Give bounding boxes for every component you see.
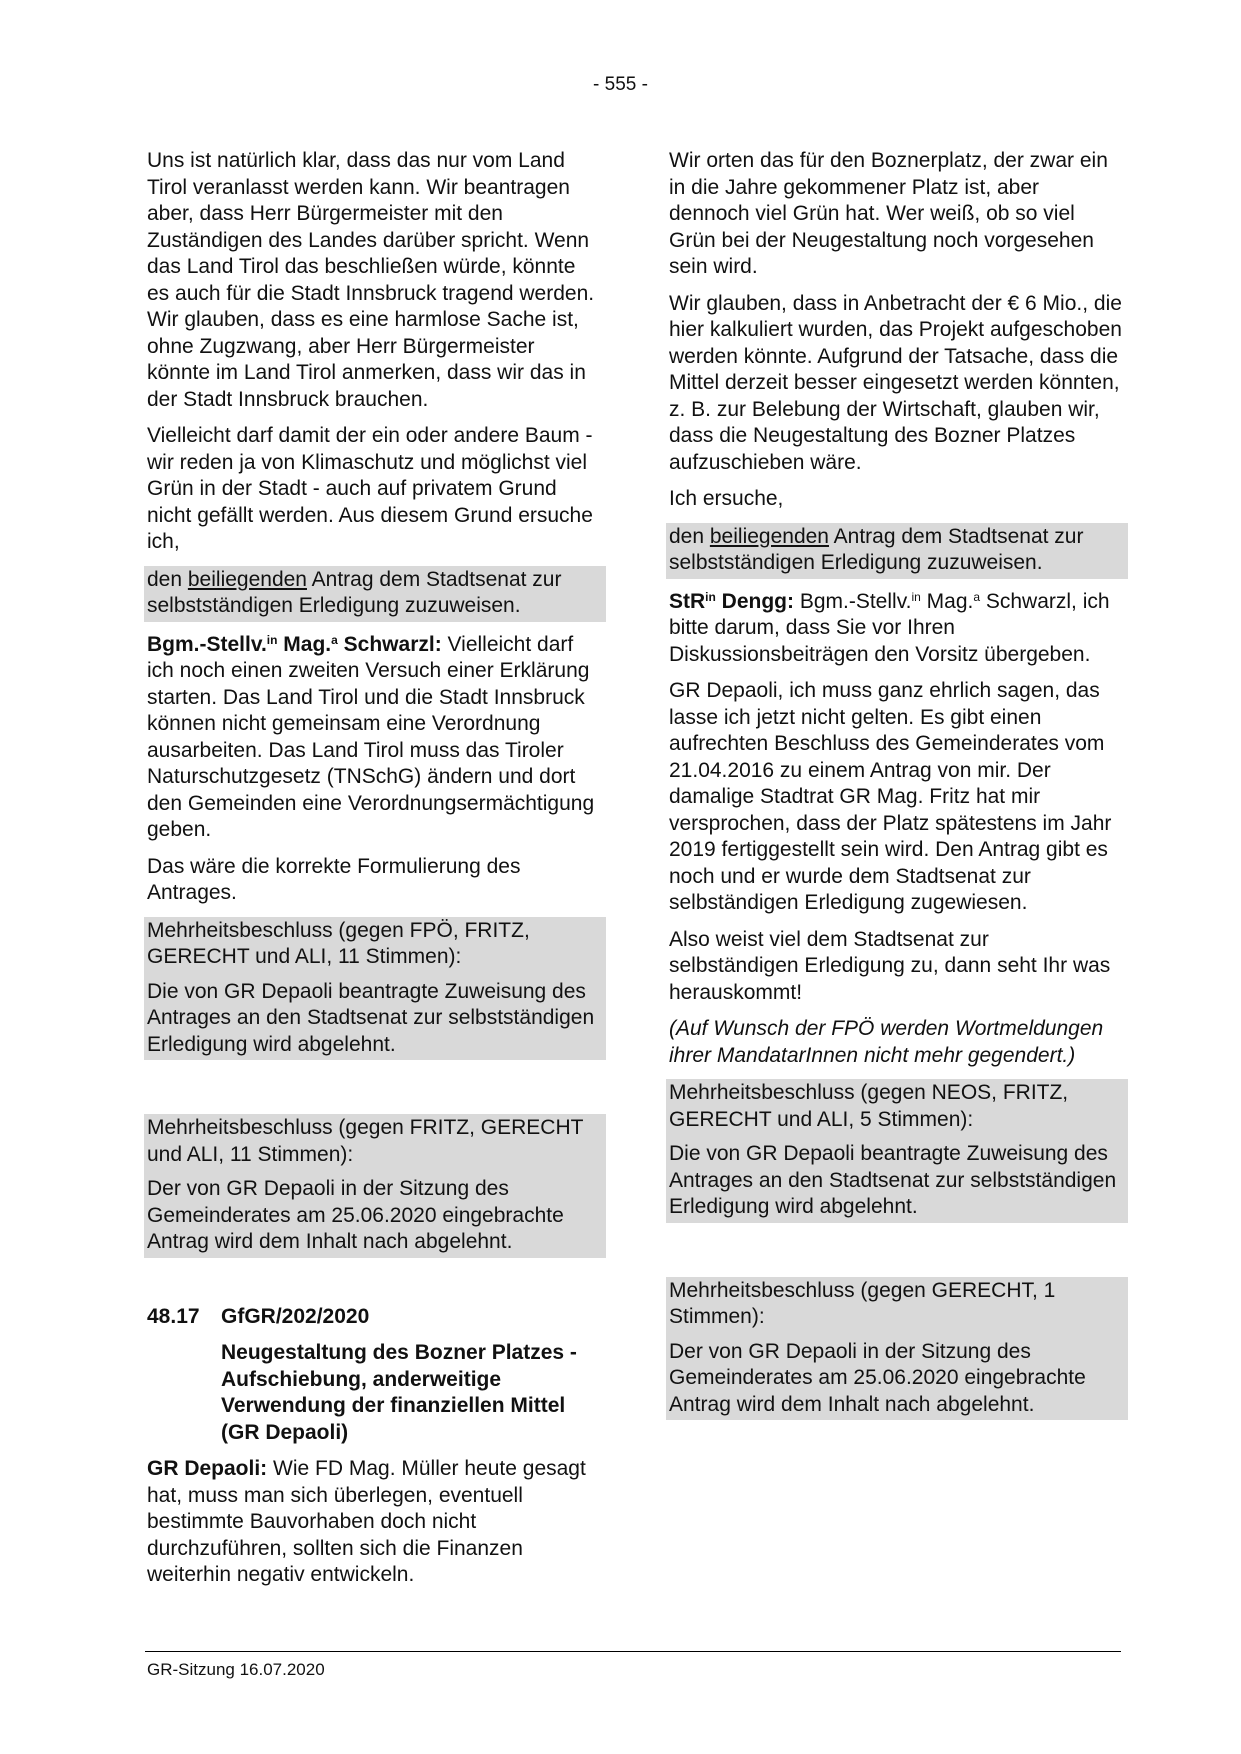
resolution-box: [144, 917, 606, 1061]
resolution-title: Mehrheitsbeschluss (gegen GERECHT, 1 Stimmen):: [669, 1278, 1056, 1328]
paragraph: Wir orten das für den Boznerplatz, der zwar ein in die Jahre gekommener Platz ist, aber dennoch viel Grün hat. Wer weiß, ob so viel Grün bei der Neugestaltung noch vorgesehen sein wird.: [669, 149, 1108, 278]
resolution-text: Die von GR Depaoli beantragte Zuweisung des Antrages an den Stadtsenat zur selbstständigen Erledigung wird abgelehnt.: [147, 979, 595, 1056]
resolution-title: Mehrheitsbeschluss (gegen NEOS, FRITZ, GERECHT und ALI, 5 Stimmen):: [669, 1081, 1069, 1131]
request-text: den beiliegenden Antrag dem Stadtsenat zur selbstständigen Erledigung zuzuweisen.: [147, 567, 562, 617]
resolution-title: Mehrheitsbeschluss (gegen FPÖ, FRITZ, GERECHT und ALI, 11 Stimmen):: [147, 918, 530, 968]
speaker-paragraph: Bgm.-Stellv.$^{in}$ Mag.$^a$ Schwarzl: Vielleicht darf ich noch einen zweiten Versuch einer Erklärung starten. Das Land Tirol und die Stadt Innsbruck können nicht gemeinsam eine Verordnung ausarbeiten. Das Land Tirol muss das Tiroler Naturschutzgesetz (TNSchG) ändern und dort den Gemeinden eine Verordnungsermächtigung geben.: [147, 632, 595, 841]
resolution-text: Der von GR Depaoli in der Sitzung des Gemeinderates am 25.06.2020 eingebrachte Antrag wird dem Inhalt nach abgelehnt.: [147, 1177, 564, 1253]
request-text: den beiliegenden Antrag dem Stadtsenat zur selbstständigen Erledigung zuzuweisen.: [669, 524, 1084, 574]
request-box: [666, 523, 1128, 579]
resolution-box: [144, 1114, 606, 1258]
underlined-word: beiliegenden: [187, 567, 307, 591]
footer-text: GR-Sitzung 16.07.2020: [147, 1660, 325, 1679]
speaker-name: StR$^{in}$ Dengg:: [669, 589, 794, 613]
paragraph: Also weist viel dem Stadtsenat zur selbständigen Erledigung zu, dann seht Ihr was herauskommt!: [669, 927, 1111, 1004]
underlined-word: beiliegenden: [709, 524, 829, 548]
right-column: [669, 148, 1124, 1430]
section-title: Neugestaltung des Bozner Platzes - Aufschiebung, anderweitige Verwendung der finanziellen Mittel (GR Depaoli): [221, 1341, 577, 1444]
paragraph: Das wäre die korrekte Formulierung des Antrages.: [147, 854, 521, 904]
speaker-name: Bgm.-Stellv.$^{in}$ Mag.$^a$ Schwarzl:: [147, 632, 442, 656]
resolution-text: Der von GR Depaoli in der Sitzung des Gemeinderates am 25.06.2020 eingebrachte Antrag wird dem Inhalt nach abgelehnt.: [669, 1339, 1086, 1416]
speaker-paragraph: GR Depaoli: Wie FD Mag. Müller heute gesagt hat, muss man sich überlegen, eventuell bestimmte Bauvorhaben doch nicht durchzuführen, sollten sich die Finanzen weiterhin negativ entwickeln.: [147, 1457, 586, 1586]
resolution-box: [666, 1079, 1128, 1223]
italic-note: (Auf Wunsch der FPÖ werden Wortmeldungen ihrer MandatarInnen nicht mehr gegendert.): [669, 1017, 1104, 1067]
resolution-title: Mehrheitsbeschluss (gegen FRITZ, GERECHT und ALI, 11 Stimmen):: [147, 1116, 584, 1166]
left-column: [147, 148, 602, 1599]
page-number: - 555 -: [593, 74, 648, 95]
speaker-name: GR Depaoli:: [147, 1457, 268, 1480]
paragraph: GR Depaoli, ich muss ganz ehrlich sagen, das lasse ich jetzt nicht gelten. Es gibt einen aufrechten Beschluss des Gemeinderates vom 21.04.2016 zu einem Antrag von mir. Der damalige Stadtrat GR Mag. Fritz hat mir versprochen, dass der Platz spätestens im Jahr 2019 fertiggestellt sein wird. Den Antrag gibt es noch und er wurde dem Stadtsenat zur selbständigen Erledigung zugewiesen.: [669, 679, 1112, 914]
paragraph: Ich ersuche,: [669, 487, 784, 510]
resolution-box: [666, 1277, 1128, 1421]
section-heading: [147, 1304, 602, 1331]
paragraph: Wir glauben, dass in Anbetracht der € 6 Mio., die hier kalkuliert wurden, das Projekt aufgeschoben werden könnte. Aufgrund der Tatsache, dass die Mittel derzeit besser eingesetzt werden könnten, z. B. zur Belebung der Wirtschaft, glauben wir, dass die Neugestaltung des Bozner Platzes aufzuschieben wäre.: [669, 291, 1122, 474]
speaker-paragraph: StR$^{in}$ Dengg: Bgm.-Stellv.$^{in}$ Mag.$^a$ Schwarzl, ich bitte darum, dass Sie vor Ihren Diskussionsbeiträgen den Vorsitz übergeben.: [669, 589, 1110, 666]
paragraph: Uns ist natürlich klar, dass das nur vom Land Tirol veranlasst werden kann. Wir beantragen aber, dass Herr Bürgermeister mit den Zuständigen des Landes darüber spricht. Wenn das Land Tirol das beschließen würde, könnte es auch für die Stadt Innsbruck tragend werden. Wir glauben, dass es eine harmlose Sache ist, ohne Zugzwang, aber Herr Bürgermeister könnte im Land Tirol anmerken, dass wir das in der Stadt Innsbruck brauchen.: [147, 149, 595, 411]
request-box: [144, 566, 606, 622]
section-number: 48.17: [147, 1304, 200, 1328]
footer-rule: [145, 1651, 1121, 1652]
paragraph: Vielleicht darf damit der ein oder andere Baum - wir reden ja von Klimaschutz und möglichst viel Grün in der Stadt - auch auf privatem Grund nicht gefällt werden. Aus diesem Grund ersuche ich,: [147, 424, 593, 553]
section-id: GfGR/202/2020: [221, 1304, 370, 1328]
resolution-text: Die von GR Depaoli beantragte Zuweisung des Antrages an den Stadtsenat zur selbstständigen Erledigung wird abgelehnt.: [669, 1142, 1117, 1218]
